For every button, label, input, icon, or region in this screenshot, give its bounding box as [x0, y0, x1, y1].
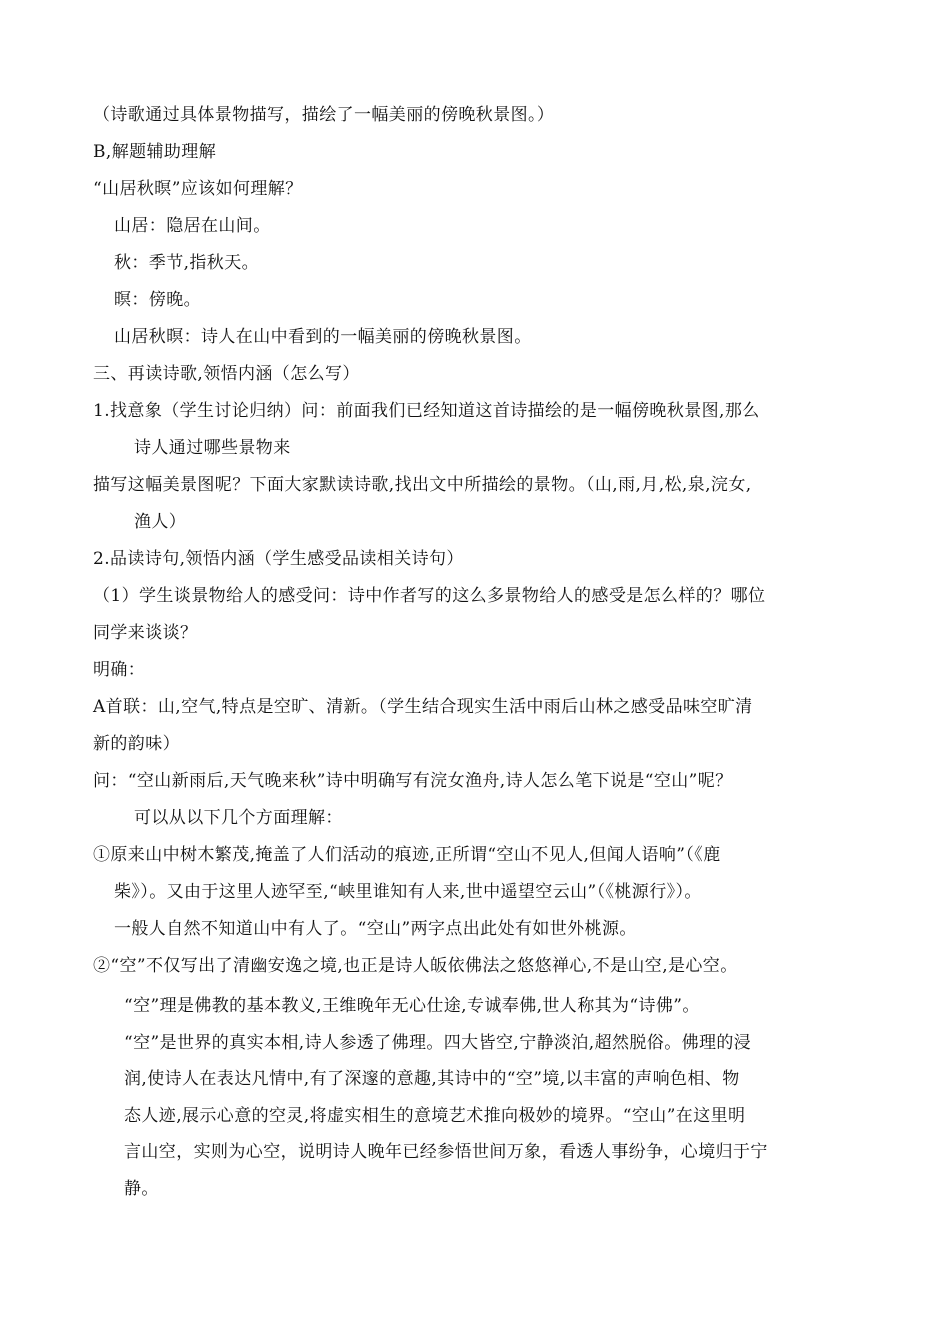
definition-line: 山居秋暝：诗人在山中看到的一幅美丽的傍晚秋景图。	[114, 327, 532, 347]
text-line: ①原来山中树木繁茂,掩盖了人们活动的痕迹,正所谓“空山不见人,但闻人语响”（《鹿	[93, 845, 721, 865]
text-line: “空”理是佛教的基本教义,王维晚年无心仕途,专诚奉佛,世人称其为“诗佛”。	[124, 996, 700, 1016]
text-line: “山居秋暝”应该如何理解？	[93, 179, 303, 199]
text-line: 明确：	[93, 660, 146, 680]
section-heading: 三、再读诗歌,领悟内涵（怎么写）	[93, 364, 360, 384]
text-line: 可以从以下几个方面理解：	[134, 808, 343, 828]
text-line: 问：“空山新雨后,天气晚来秋”诗中明确写有浣女渔舟,诗人怎么笔下说是“空山”呢？	[93, 771, 733, 791]
text-line: 渔人）	[134, 512, 187, 532]
text-line: ②“空”不仅写出了清幽安逸之境,也正是诗人皈依佛法之悠悠禅心,不是山空,是心空。	[93, 956, 738, 976]
section-heading: B,解题辅助理解	[93, 142, 217, 162]
definition-line: 秋：季节,指秋天。	[114, 253, 260, 273]
text-line: 描写这幅美景图呢？下面大家默读诗歌,找出文中所描绘的景物。（山,雨,月,松,泉,浣女,	[93, 475, 752, 495]
definition-line: 山居：隐居在山间。	[114, 216, 271, 236]
text-line: 1.找意象（学生讨论归纳）问：前面我们已经知道这首诗描绘的是一幅傍晚秋景图,那么	[93, 401, 760, 421]
text-line: 新的韵味）	[93, 734, 180, 754]
text-line: 态人迹,展示心意的空灵,将虚实相生的意境艺术推向极妙的境界。“空山”在这里明	[124, 1105, 746, 1126]
text-line: 2.品读诗句,领悟内涵（学生感受品读相关诗句）	[93, 549, 464, 569]
text-line: 润,使诗人在表达凡情中,有了深邃的意趣,其诗中的“空”境,以丰富的声响色相、物	[124, 1069, 740, 1089]
text-line: 静。	[124, 1178, 159, 1199]
text-line: A首联：山,空气,特点是空旷、清新。（学生结合现实生活中雨后山林之感受品味空旷清	[93, 697, 753, 717]
text-line: 言山空，实则为心空，说明诗人晚年已经参悟世间万象，看透人事纷争，心境归于宁	[124, 1142, 768, 1162]
definition-line: 暝：傍晚。	[114, 290, 201, 310]
text-line: “空”是世界的真实本相,诗人参透了佛理。四大皆空,宁静淡泊,超然脱俗。佛理的浸	[124, 1032, 752, 1053]
text-line: 同学来谈谈？	[93, 623, 198, 643]
text-line: 诗人通过哪些景物来	[134, 438, 291, 458]
text-line: 一般人自然不知道山中有人了。“空山”两字点出此处有如世外桃源。	[114, 919, 637, 939]
text-line: （诗歌通过具体景物描写，描绘了一幅美丽的傍晚秋景图。）	[93, 105, 555, 125]
text-line: （1）学生谈景物给人的感受问：诗中作者写的这么多景物给人的感受是怎么样的？哪位	[93, 586, 766, 606]
text-line: 柴》）。又由于这里人迹罕至,“峡里谁知有人来,世中遥望空云山”（《桃源行》）。	[114, 882, 702, 902]
paragraph-block	[124, 988, 768, 1207]
